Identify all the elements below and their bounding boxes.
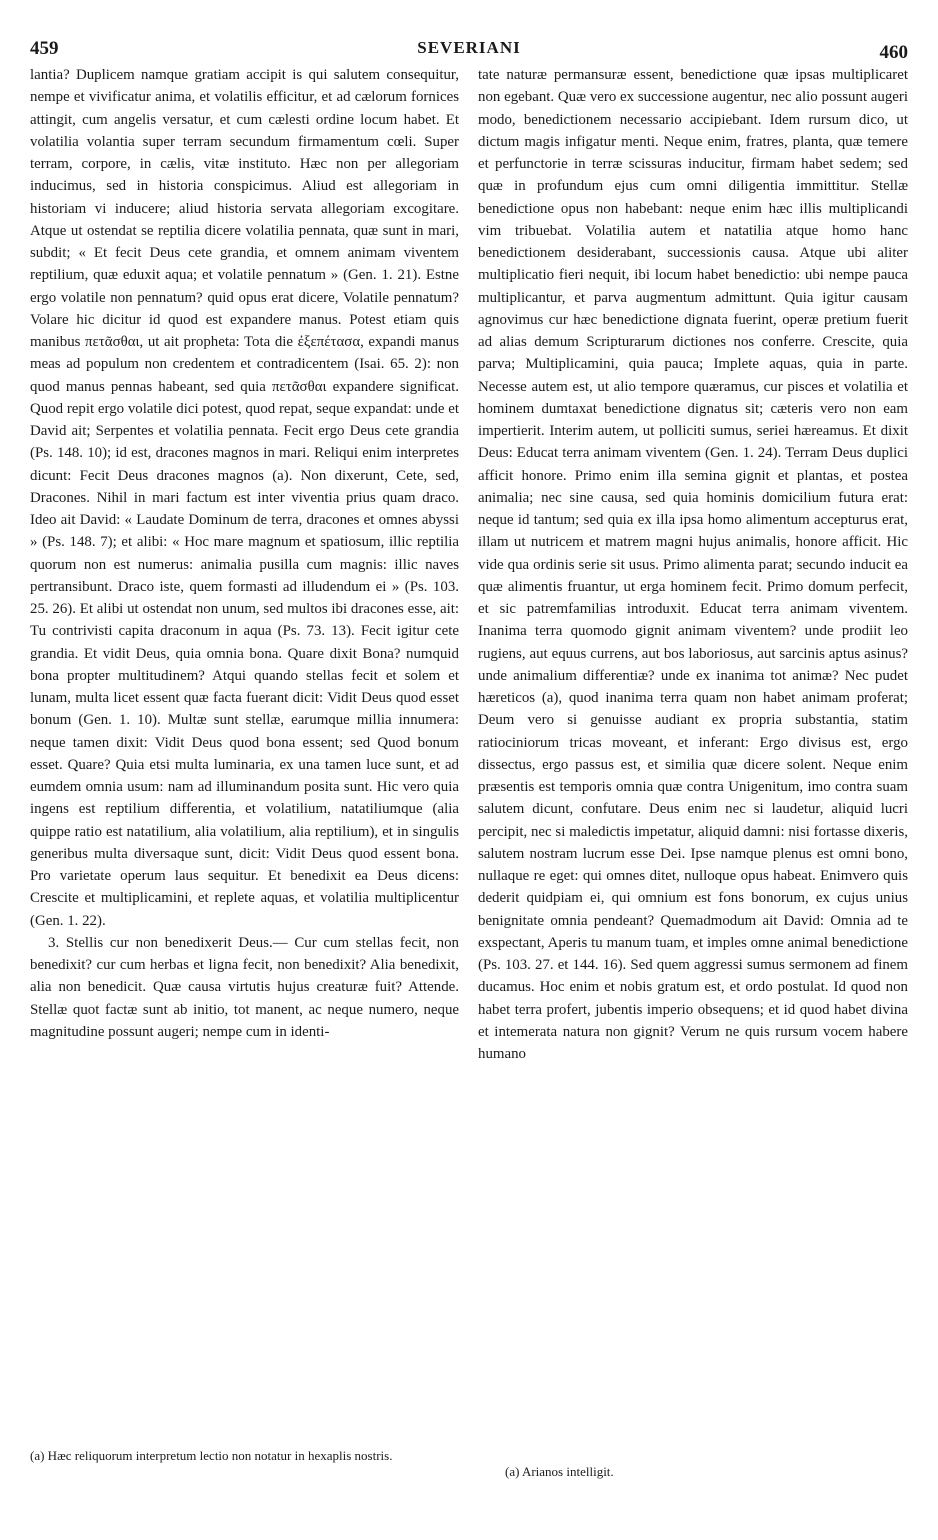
right-column (478, 64, 908, 1065)
page-number-right: 460 (879, 42, 908, 63)
left-paragraph-1: lantia? Duplicem namque gratiam accipit is qui salutem consequitur, nempe et vivificatur anima, et volatilis efficitur, et ad cælorum fornices attingit, cum angelis versatur, et cum cælesti ordine locum habet. Et volatilia volantia super terram secundum firmamentum cœli. Super terram, corpore, in cælis, vitæ instituto. Hæc non per allegoriam inducimus, sed in historia conspicimus. Aliud est allegoriam in historiam vi inducere; aliud historia servata allegoriam excogitare. Atque ut ostendat se reptilia dicere volatilia pennata, quæ sunt in mari, subdit; « Et fecit Deus cete grandia, et omnem animam viventem reptilium, quæ eduxit aqua; et volatile pennatum » (Gen. 1. 21). Estne ergo volatile non pennatum? quid opus erat dicere, Volatile pennatum? Volare hic dicitur id quod est expandere manus. Potest etiam quis manibus πετᾶσθαι, ut ait propheta: Tota die ἐξεπέτασα, expandi manus meas ad populum non credentem et contradicentem (Isai. 65. 2): non quod manus pennas habeant, sed quia πετᾶσθαι expandere significat. Quod repit ergo volatile dici potest, quod repat, seque expandat: unde et David ait; Serpentes et volatilia pennata. Fecit ergo Deus cete grandia (Ps. 148. 10); id est, dracones magnos in mari. Reliqui enim interpretes dicunt: Fecit Deus dracones magnos (a). Non dixerunt, Cete, sed, Dracones. Nihil in mari factum est inter viventia prius quam draco. Ideo ait David: « Laudate Dominum de terra, dracones et omnes abyssi » (Ps. 148. 7); et alibi: « Hoc mare magnum et spatiosum, illic reptilia quorum non est numerus: animalia pusilla cum magnis: illic naves pertransibunt. Draco iste, quem formasti ad illudendum ei » (Ps. 103. 25. 26). Et alibi ut ostendat non unum, sed multos ibi dracones esse, ait: Tu contrivisti capita draconum in aqua (Ps. 73. 13). Fecit igitur cete grandia. Et vidit Deus, quia omnia bona. Quare dixit Bona? numquid bona propter multitudinem? Atqui quando stellas fecit et solem et lunam, multa licet essent quæ facta fuerant dicit: Vidit Deus quod esset bonum (Gen. 1. 10). Multæ sunt stellæ, earumque millia innumera: neque tamen dixit: Vidit Deus quod bona essent; sed Quod bonum esset. Quare? Quia etsi multa luminaria, ex una tamen luce sunt, et ad eumdem omnia usum: nam ad illuminandum posita sunt. Hic vero quia ingens est reptilium differentia, et volatilium, natatiliumque (alia quippe ratio est natatilium, alia volatilium, alia reptilium), et in singulis generibus multa diversaque sunt, dicit: Vidit Deus quod essent bona. Pro varietate operum laus sequitur. Et benedixit ea Deus dicens: Crescite et multiplicamini, et replete aquas, et volatilia multiplicentur (Gen. 1. 22). (30, 67, 459, 929)
page-header (0, 38, 938, 62)
running-title: SEVERIANI (417, 38, 521, 57)
left-paragraph-2: 3. Stellis cur non benedixerit Deus.— Cur cum stellas fecit, non benedixit? cur cum herbas et ligna fecit, non benedixit? Alia benedixit, alia non benedicit. Quæ causa virtutis hujus creaturæ fuit? Attende. Stellæ quot factæ sunt ab initio, tot manent, ac neque numero, neque magnitudine possunt augeri; nempe cum in identi- (30, 934, 459, 1040)
right-footnote: (a) Arianos intelligit. (505, 1464, 614, 1479)
left-column (30, 64, 459, 1043)
left-footnote: (a) Hæc reliquorum interpretum lectio non notatur in hexaplis nostris. (30, 1448, 393, 1463)
page-number-left: 459 (30, 38, 59, 59)
right-paragraph-1: tate naturæ permansuræ essent, benedictione quæ ipsas multiplicaret non egebant. Quæ vero ex successione augentur, nec alio possunt augeri modo, benedictionem necessario accipiebant. Idem rursum dico, ut dictum magis infigatur menti. Neque enim, fratres, planta, quæ temere et perfunctorie in terræ scissuras inducitur, firmam habet sedem; sed quæ in profundum ejus cum omni diligentia immittitur. Stellæ benedictione opus non habebant: neque enim hæc illis multiplicandi vim tribuebat. Volatilia autem et natatilia atque homo hanc benedictionem desiderabant, successionis causa. Atque ubi aliter multiplicatio fieri nequit, ibi locum habet benedictio: ubi nempe pauca multiplicantur, et parva augmentum admittunt. Quia igitur causam agnovimus cur hæc benedictione dignata fuerint, operæ pretium fuerit ad alias demum Scripturarum dictiones nos conferre. Crescite, quia parva; Multiplicamini, quia pauca; Implete aquas, quia in parte. Necesse autem est, ut alio tempore quæramus, cur pisces et volatilia et hominem dumtaxat benedictione dignatus sit; cæteris vero non eam impertierit. Interim autem, ut polliciti sumus, seriei hæreamus. Et dixit Deus: Educat terra animam viventem (Gen. 1. 24). Terram Deus duplici afficit honore. Primo enim illa semina gignit et plantas, et postea animalia; nec sine causa, sed quia hominis domicilium futura erat: neque id tantum; sed quia ex illa ipsa homo alimentum accepturus erat, illam ut nutricem et matrem magni hujus animalis, honore afficit. Hic vide qua ordinis serie sit usus. Primo alimenta parat; secundo inducit ea quæ alimentis fruantur, ut erga hominem fecit. Primo domum perfecit, et sic patremfamilias introduxit. Educat terra animam viventem. Inanima terra quomodo gignit animam viventem? unde prodiit leo rugiens, aut equus currens, aut bos laboriosus, aut sarcinis aptus asinus? unde animalium differentiæ? unde ex inanima tot animæ? Nec pudet hæreticos (a), quod inanima terra quam non habet animam proferat; Deum vero si genuisse audiant ex propria substantia, statim ratiociniorum tricas moveant, et inferant: Ergo divisus est, ergo dissectus, ergo passus est, et similia quæ dicere solent. Neque enim præsentis est temporis omnia quæ contra Unigenitum, imo contra suam salutem dicunt, confutare. Deus enim nec si laudetur, aliquid lucri percipit, nec si maledictis impetatur, aliquid damni: nisi fortasse dixeris, salutem nostram lucrum esse Dei. Ipse namque plenus est omni bono, nullaque re eget: qui omnes ditet, nulloque opus habeat. Enimvero quis dederit quidpiam ei, qui omnium est fons bonorum, ex cujus unius benignitate omnia pendeant? Quemadmodum ait David: Omnia ad te exspectant, Aperis tu manum tuam, et imples omne animal benedictione (Ps. 103. 27. et 144. 16). Sed quem aggressi sumus sermonem ad finem ducamus. Hoc enim et nobis gratum est, et ordo postulat. Id quod non habet terra profert, jubentis imperio obsequens; et id quod habet divina et intemerata natura non gignit? Verum ne quis rursum vocem habere humano (478, 67, 908, 1062)
